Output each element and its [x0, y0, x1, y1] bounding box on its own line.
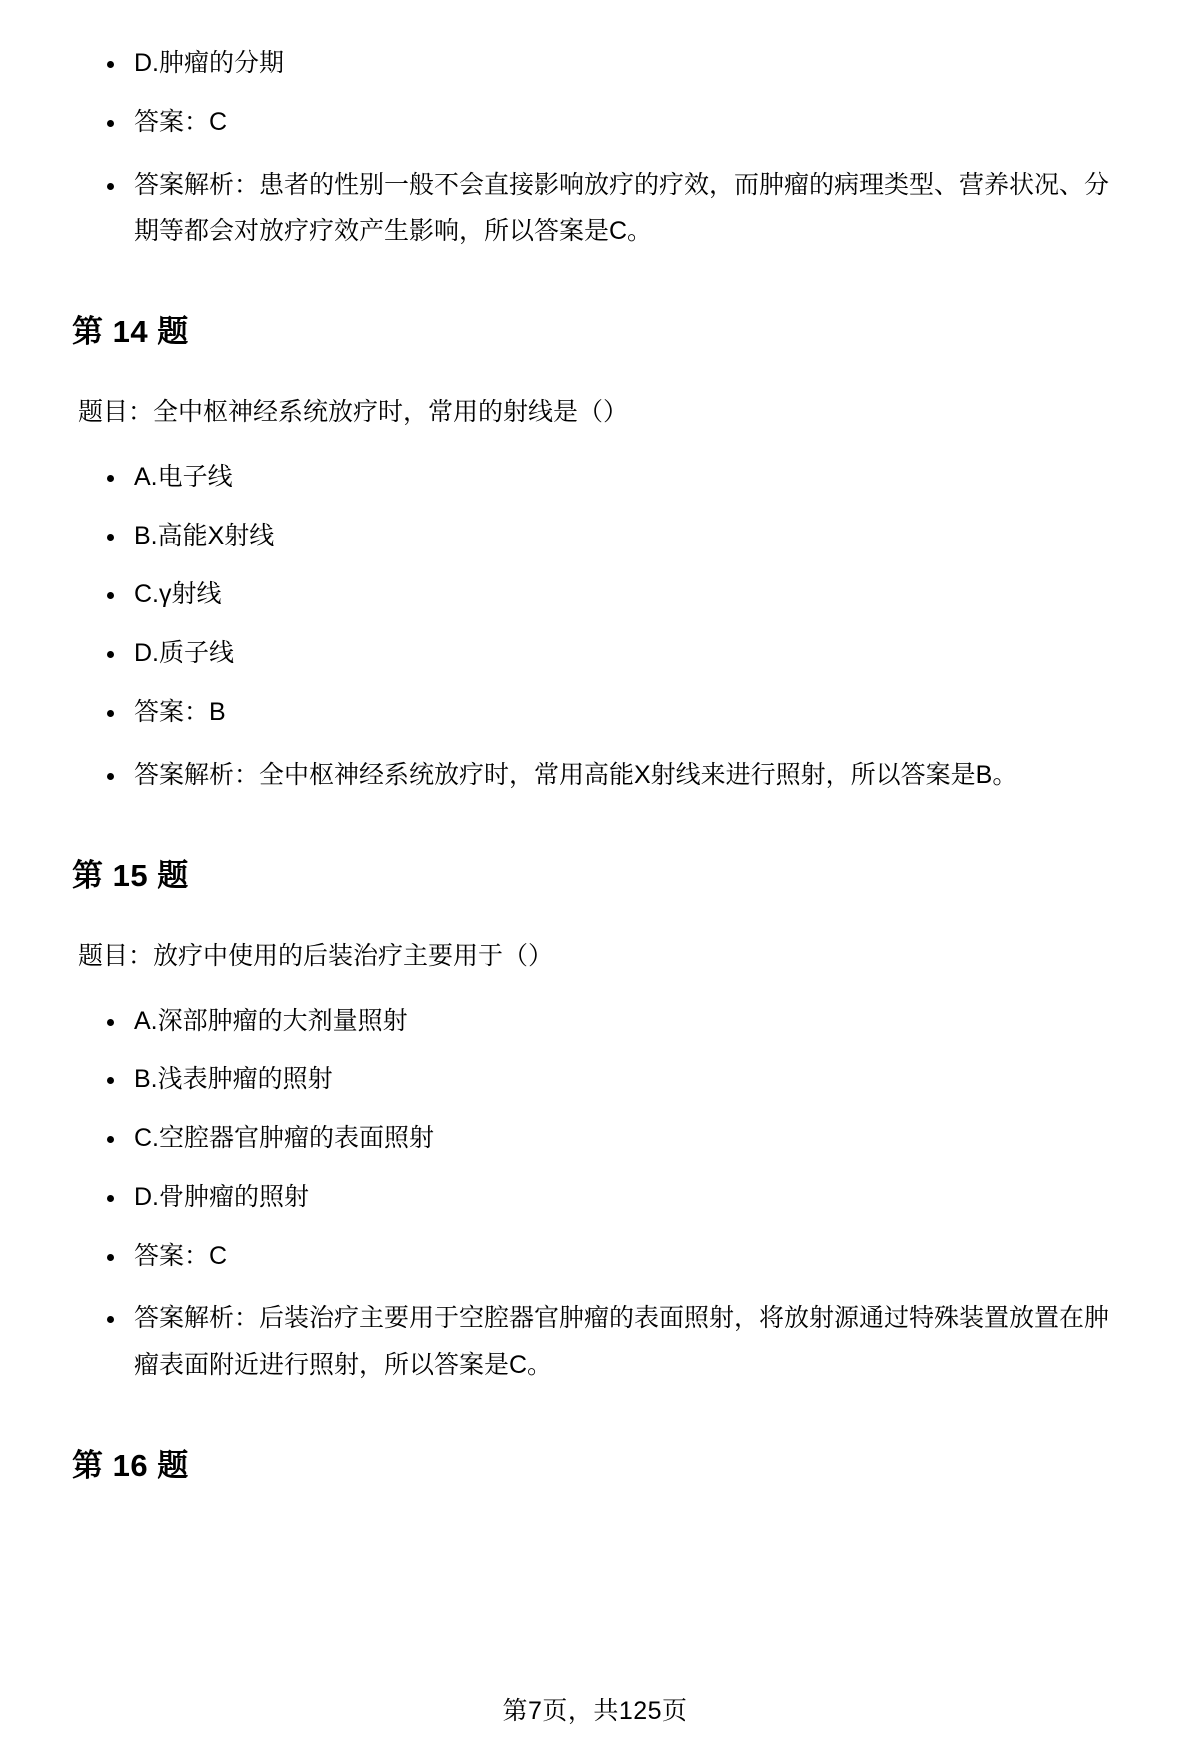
explanation-item: • 答案解析：全中枢神经系统放疗时，常用高能X射线来进行照射，所以答案是B。 — [128, 752, 1118, 798]
list-item: • C.γ射线 — [128, 575, 1118, 614]
question-block-15 — [72, 856, 1118, 1388]
question-heading: 第 14 题 — [72, 314, 189, 349]
continued-question-block — [72, 44, 1118, 254]
question-stem: 题目：放疗中使用的后装治疗主要用于（） — [78, 942, 554, 971]
question-stem: 题目：全中枢神经系统放疗时，常用的射线是（） — [78, 398, 629, 427]
option-list — [72, 458, 1118, 798]
list-item: • D.骨肿瘤的照射 — [128, 1178, 1118, 1217]
explanation-item: • 答案解析：后装治疗主要用于空腔器官肿瘤的表面照射，将放射源通过特殊装置放置在肿瘤表面附近进行照射，所以答案是C。 — [128, 1295, 1118, 1388]
question-heading: 第 16 题 — [72, 1447, 189, 1483]
list-item: • D.质子线 — [128, 634, 1118, 673]
question-heading: 第 15 题 — [72, 857, 189, 893]
list-item: • B.高能X射线 — [128, 517, 1118, 556]
option-list — [72, 1002, 1118, 1388]
list-item: • D.肿瘤的分期 — [128, 44, 1118, 83]
explanation-item: • 答案解析：患者的性别一般不会直接影响放疗的疗效，而肿瘤的病理类型、营养状况、分期等都会对放疗疗效产生影响，所以答案是C。 — [128, 162, 1118, 255]
list-item: • B.浅表肿瘤的照射 — [128, 1060, 1118, 1099]
page-footer: 第7页，共125页 — [502, 1697, 688, 1725]
question-block-16 — [72, 1446, 1118, 1486]
list-item: • C.空腔器官肿瘤的表面照射 — [128, 1119, 1118, 1158]
question-block-14 — [72, 312, 1118, 798]
answer-item: • 答案：B — [128, 693, 1118, 732]
list-item: • A.深部肿瘤的大剂量照射 — [128, 1002, 1118, 1041]
answer-item: • 答案：C — [128, 1237, 1118, 1276]
list-item: • A.电子线 — [128, 458, 1118, 497]
answer-item: • 答案：C — [128, 103, 1118, 142]
continued-option-list — [72, 44, 1118, 254]
